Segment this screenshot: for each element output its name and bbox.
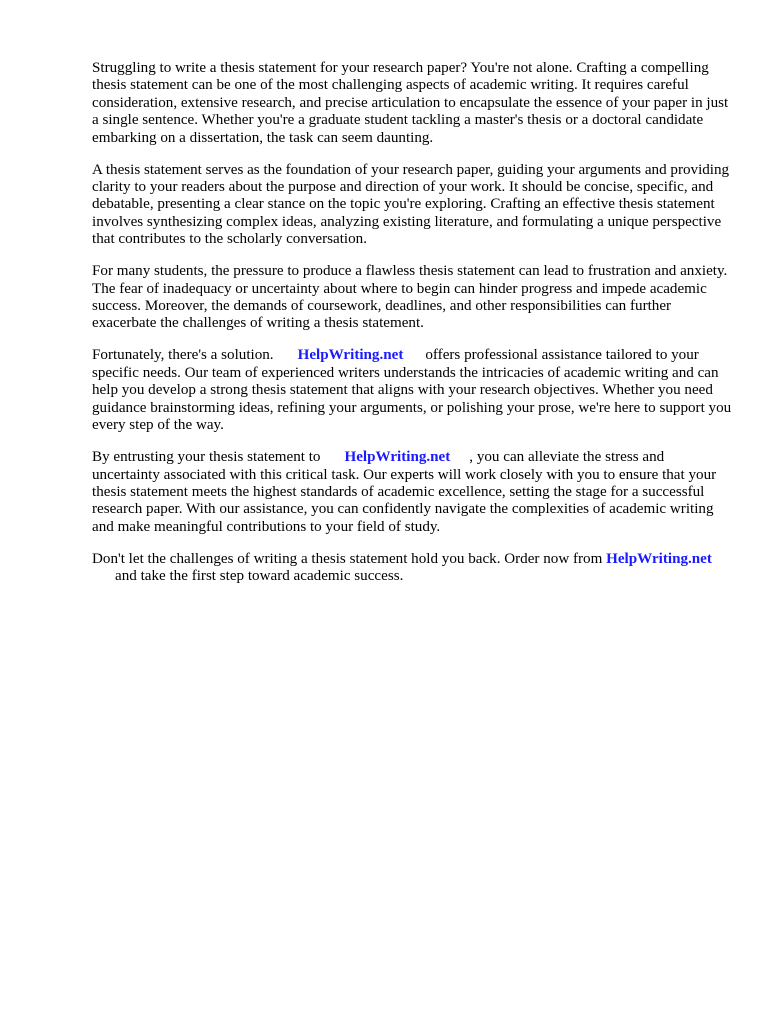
- paragraph-entrust-text-before: By entrusting your thesis statement to: [92, 449, 321, 466]
- paragraph-solution-text-before: Fortunately, there's a solution.: [92, 347, 274, 364]
- paragraph-entrust-text-after: , you can alleviate the stress and uncertainty associated with this critical task. Our experts will work closely with you to ensure that your thesis statement meets the highest standards of academic excellence, setting the stage for a successful research paper. With our assistance, you can confidently navigate the complexities of academic writing and make meaningful contributions to your field of study.: [92, 449, 717, 535]
- paragraph-cta: [92, 551, 732, 586]
- document-page: [92, 60, 732, 600]
- paragraph-entrust: [92, 449, 732, 536]
- paragraph-cta-text-after: and take the first step toward academic success.: [115, 568, 404, 585]
- paragraph-pressure: [92, 263, 732, 333]
- helpwriting-link-3[interactable]: HelpWriting.net: [606, 550, 712, 567]
- paragraph-cta-text-before: Don't let the challenges of writing a thesis statement hold you back. Order now from: [92, 550, 603, 567]
- paragraph-solution-text-after: offers professional assistance tailored to your specific needs. Our team of experienced writers understands the intricacies of academic writing and can help you develop a strong thesis statement that aligns with your research objectives. Whether you need guidance brainstorming ideas, refining your arguments, or polishing your prose, we're here to support you every step of the way.: [92, 347, 732, 434]
- paragraph-solution: [92, 347, 732, 434]
- helpwriting-link-2[interactable]: HelpWriting.net: [344, 449, 451, 466]
- helpwriting-link-1[interactable]: HelpWriting.net: [297, 347, 404, 364]
- paragraph-intro-text: Struggling to write a thesis statement for your research paper? You're not alone. Crafting a compelling thesis statement can be one of the most challenging aspects of academic writing. It requires careful consideration, extensive research, and precise articulation to encapsulate the essence of your paper in just a single sentence. Whether you're a graduate student tackling a master's thesis or a doctoral candidate embarking on a dissertation, the task can seem daunting.: [92, 60, 729, 146]
- paragraph-pressure-text: For many students, the pressure to produce a flawless thesis statement can lead to frustration and anxiety. The fear of inadequacy or uncertainty about where to begin can hinder progress and impede academic success. Moreover, the demands of coursework, deadlines, and other responsibilities can further exacerbate the challenges of writing a thesis statement.: [92, 263, 728, 332]
- paragraph-foundation: [92, 162, 732, 249]
- paragraph-foundation-text: A thesis statement serves as the foundation of your research paper, guiding your arguments and providing clarity to your readers about the purpose and direction of your work. It should be concise, specific, and debatable, presenting a clear stance on the topic you're exploring. Crafting an effective thesis statement involves synthesizing complex ideas, analyzing existing literature, and formulating a unique perspective that contributes to the scholarly conversation.: [92, 161, 730, 248]
- paragraph-intro: [92, 60, 732, 147]
